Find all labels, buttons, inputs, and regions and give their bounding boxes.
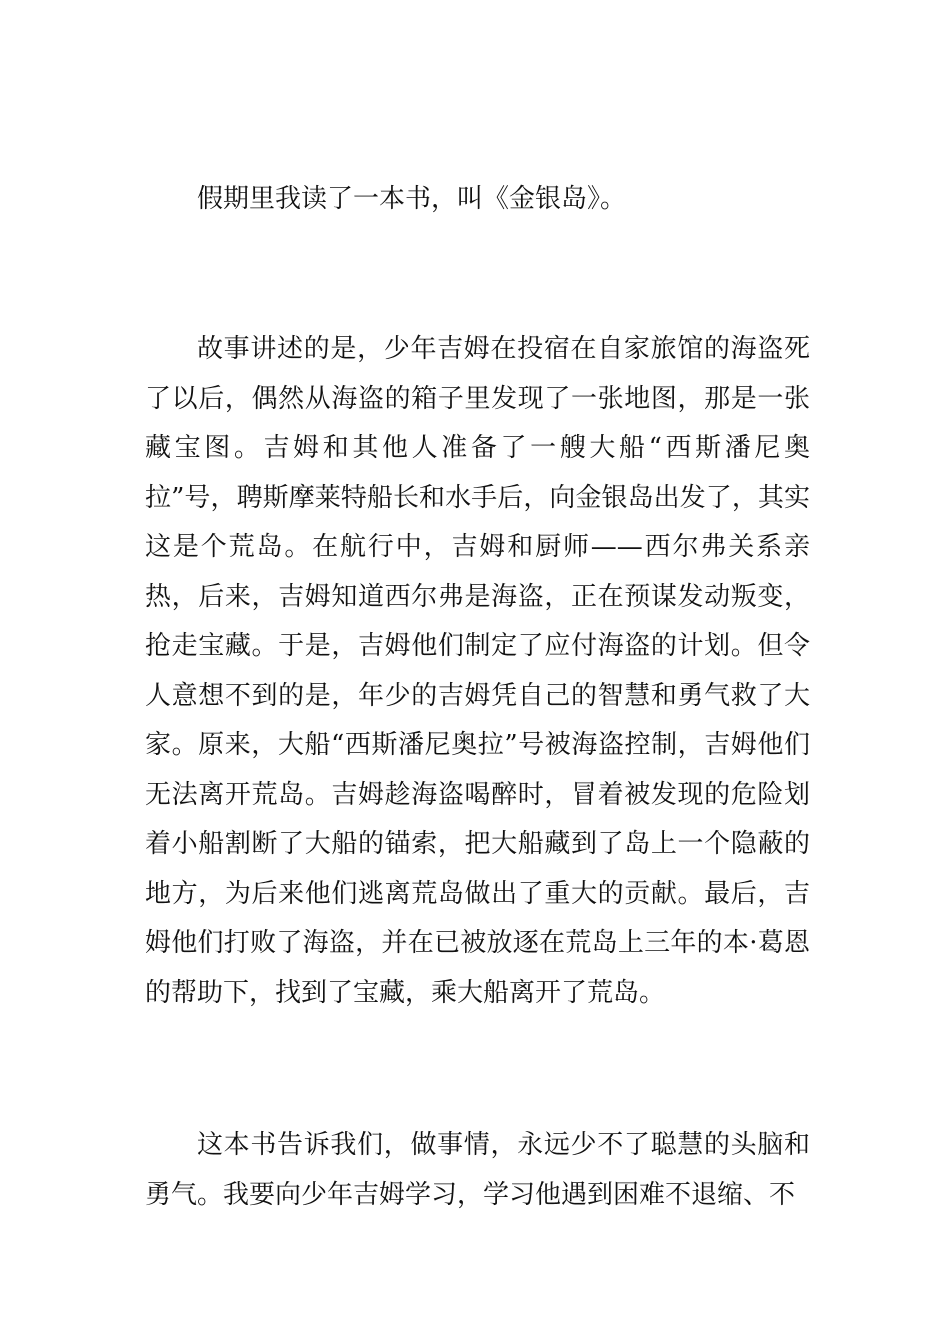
paragraph-reflection: 这本书告诉我们，做事情，永远少不了聪慧的头脑和勇气。我要向少年吉姆学习，学习他遇到困难不退缩、不 xyxy=(145,1130,810,1210)
paragraph-intro: 假期里我读了一本书，叫《金银岛》。 xyxy=(197,184,627,214)
paragraph-story-summary: 故事讲述的是，少年吉姆在投宿在自家旅馆的海盗死了以后，偶然从海盗的箱子里发现了一张地图，那是一张藏宝图。吉姆和其他人准备了一艘大船“西斯潘尼奥拉”号，聘斯摩莱特船长和水手后，向金银岛出发了，其实这是个荒岛。在航行中，吉姆和厨师——西尔弗关系亲热，后来，吉姆知道西尔弗是海盗，正在预谋发动叛变，抢走宝藏。于是，吉姆他们制定了应付海盗的计划。但令人意想不到的是，年少的吉姆凭自己的智慧和勇气救了大家。原来，大船“西斯潘尼奥拉”号被海盗控制，吉姆他们无法离开荒岛。吉姆趁海盗喝醉时，冒着被发现的危险划着小船割断了大船的锚索，把大船藏到了岛上一个隐蔽的地方，为后来他们逃离荒岛做出了重大的贡献。最后，吉姆他们打败了海盗，并在已被放逐在荒岛上三年的本·葛恩的帮助下，找到了宝藏，乘大船离开了荒岛。 xyxy=(145,334,810,1008)
